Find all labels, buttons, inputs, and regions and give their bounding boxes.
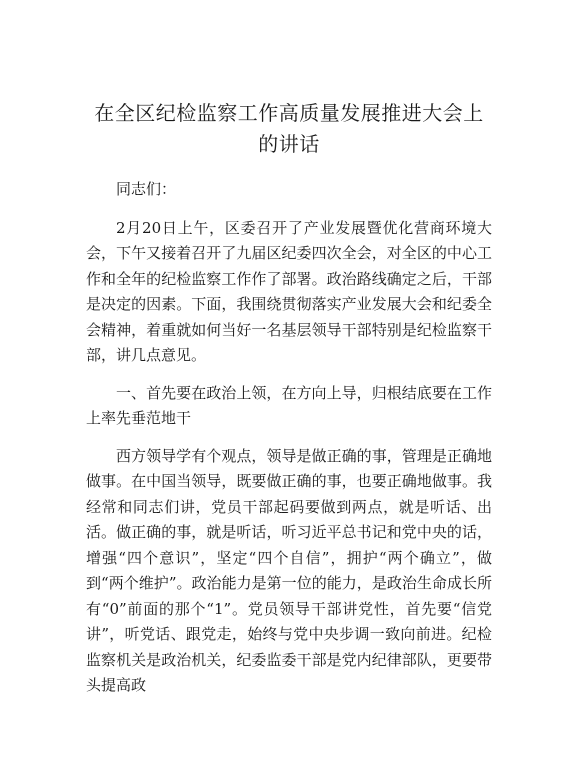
intro-paragraph: 2月20日上午，区委召开了产业发展暨优化营商环境大会，下午又接着召开了九届区纪委四次全会，对全区的中心工作和全年的纪检监察工作作了部署。政治路线确定之后，干部是决定的因素。下面，我围绕贯彻落实产业发展大会和纪委全会精神，着重就如何当好一名基层领导干部特别是纪检监察干部，讲几点意见。	[86, 218, 492, 364]
section-heading: 一、首先要在政治上领，在方向上导，归根结底要在工作上率先垂范地干	[86, 383, 492, 427]
section-paragraph: 西方领导学有个观点，领导是做正确的事，管理是正确地做事。在中国当领导，既要做正确的事，也要正确地做事。我经常和同志们讲，党员干部起码要做到两点，就是听话、出活。做正确的事，就是听话，听习近平总书记和党中央的话，增强“四个意识”，坚定“四个自信”，拥护“两个确立”，做到“两个维护”。政治能力是第一位的能力，是政治生命成长所有“0”前面的那个“1”。党员领导干部讲党性，首先要“信党讲”，听党话、跟党走，始终与党中央步调一致向前进。纪检监察机关是政治机关，纪委监委干部是党内纪律部队，更要带头提高政	[86, 446, 492, 694]
greeting: 同志们：	[116, 180, 177, 198]
document-title: 在全区纪检监察工作高质量发展推进大会上的讲话	[94, 101, 484, 156]
